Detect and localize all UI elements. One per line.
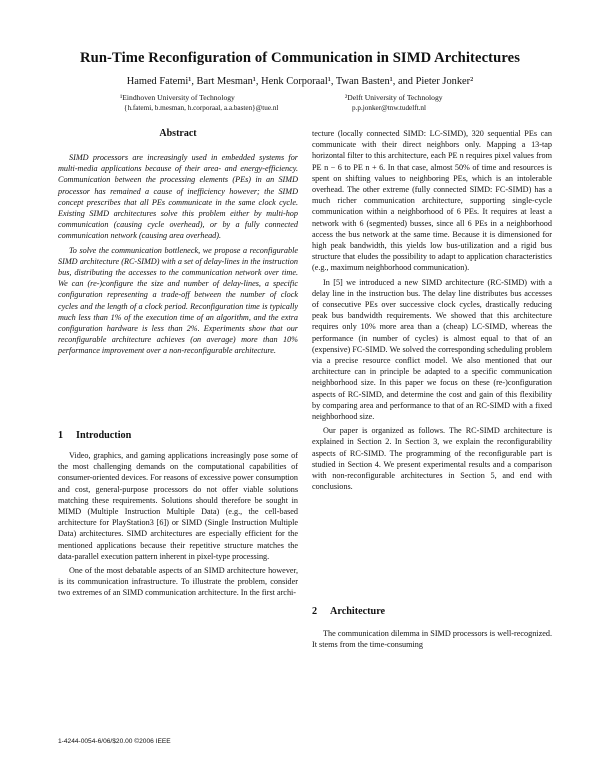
section-title: Architecture — [330, 606, 386, 617]
abstract-paragraph: SIMD processors are increasingly used in embedded systems for multi-media applications because of their area- and energy-efficiency. Communication between the processing elements (PEs) in an SIMD processor has remained a cause of inefficiency however; the SIMD concept prescribes that all PEs communicate in the same clock cycle. Existing SIMD architectures solve this problem either by multi-hop communication (causing cycle overhead), or by a fully connected communication network (causing area overhead). — [58, 153, 298, 241]
body-paragraph: Video, graphics, and gaming applications increasingly pose some of the most challenging demands on the computational capabilities of consumer-oriented devices. For reasons of excessive power consumption and cost, general-purpose processors do not offer viable solutions matching these requirements. Solutions should therefore be sought in MIMD (Multiple Instruction Multiple Data) (e.g., the cell-based architecture for PlayStation3 [6]) or SIMD (Single Instruction Multiple Data) architectures. SIMD architectures are especially efficient for the mentioned applications because their repetitive structure matches the data-parallel execution pattern inherent in pixel-type processing. — [58, 451, 298, 561]
section-heading-architecture — [312, 606, 385, 617]
body-paragraph: tecture (locally connected SIMD: LC-SIMD), 320 sequential PEs can communicate with their direct neighbors only. Mapping a 13-tap horizontal filter to this architecture, each PE n requires pixel values from PE n − 6 to PE n + 6. In that case, almost 50% of time and resources is spent on shifting values to neighboring PEs, which is an intolerable overhead. The other extreme (fully connected SIMD: FC-SIMD) has a much richer communication architecture, supporting single-cycle communication within a neighborhood of 6 PEs. It requires at least a network with 6 (segmented) busses, since all 6 PEs in a neighborhood access the bus network at the same time. Because it is dimensioned for high peak bandwidth, this yields low bus-utilization and a rigid bus structure that eludes the possibility to adapt to application characteristics (e.g., maximum neighborhood communication). — [312, 129, 552, 273]
emails-delft: p.p.jonker@tnw.tudelft.nl — [352, 104, 427, 112]
author-list: Hamed Fatemi¹, Bart Mesman¹, Henk Corporaal¹, Twan Basten¹, and Pieter Jonker² — [126, 76, 474, 87]
right-column-body — [312, 128, 552, 496]
section-heading-introduction — [58, 430, 131, 441]
body-paragraph: Our paper is organized as follows. The RC-SIMD architecture is explained in Section 2. In Section 3, we explain the reconfigurability aspects of RC-SIMD. The programming of the reconfigurable part is studied in Section 4. We present experimental results and a comparison with non-reconfigurable architectures in Section 5, and end with conclusions. — [312, 426, 552, 492]
architecture-body — [312, 628, 552, 653]
abstract-body — [58, 152, 298, 360]
section-number: 2 — [312, 606, 318, 617]
body-paragraph: In [5] we introduced a new SIMD architecture (RC-SIMD) with a delay line in the instruction bus. The delay line distributes bus accesses of consecutive PEs over successive clock cycles, drastically reducing peak bus bandwidth requirements. We showed that this architecture requires only 10% more area than a (cheap) LC-SIMD, whereas the performance (in number of cycles) is almost equal to that of an (expensive) FC-SIMD. We solved the corresponding scheduling problem via a precise resource conflict model. We also mentioned that our architecture can in principle be adapted to a specific communication neighborhood size. In this paper we focus on these (re-)configuration aspects of RC-SIMD, and determine the cost and gain of this flexibility by comparing area and performance to that of an RC-SIMD with a fixed neighborhood size. — [312, 277, 552, 422]
section-title: Introduction — [76, 430, 132, 441]
paper-title: Run-Time Reconfiguration of Communication in SIMD Architectures — [79, 50, 521, 66]
copyright-footer: 1-4244-0054-6/06/$20.00 ©2006 IEEE — [58, 738, 171, 745]
emails-eindhoven: {h.fatemi, b.mesman, h.corporaal, a.a.basten}@tue.nl — [124, 104, 279, 112]
introduction-body — [58, 450, 298, 602]
affiliation-eindhoven: ¹Eindhoven University of Technology — [120, 93, 235, 102]
affiliation-delft: ²Delft University of Technology — [345, 93, 443, 102]
body-paragraph: One of the most debatable aspects of an SIMD architecture however, is its communication infrastructure. To illustrate the problem, consider two extremes of an SIMD communication architecture. In the first archi- — [58, 566, 298, 598]
section-number: 1 — [58, 430, 64, 441]
abstract-paragraph: To solve the communication bottleneck, we propose a reconfigurable SIMD architecture (RC-SIMD) with a set of delay-lines in the instruction bus, distributing the accesses to the communication network over time. We can (re-)configure the size and number of delay-lines, a specific configuration representing a trade-off between the number of clock cycles and the length of a clock period. Reconfiguration time is typically much less than 1% of the execution time of an algorithm, and the extra configuration hardware is less than 2%. Experiments show that our reconfigurable architecture achieves (on average) more than 10% performance improvement over a non-reconfigurable architecture. — [58, 245, 298, 356]
body-paragraph: The communication dilemma in SIMD processors is well-recognized. It stems from the time-consuming — [312, 629, 552, 650]
abstract-heading: Abstract — [159, 128, 197, 139]
